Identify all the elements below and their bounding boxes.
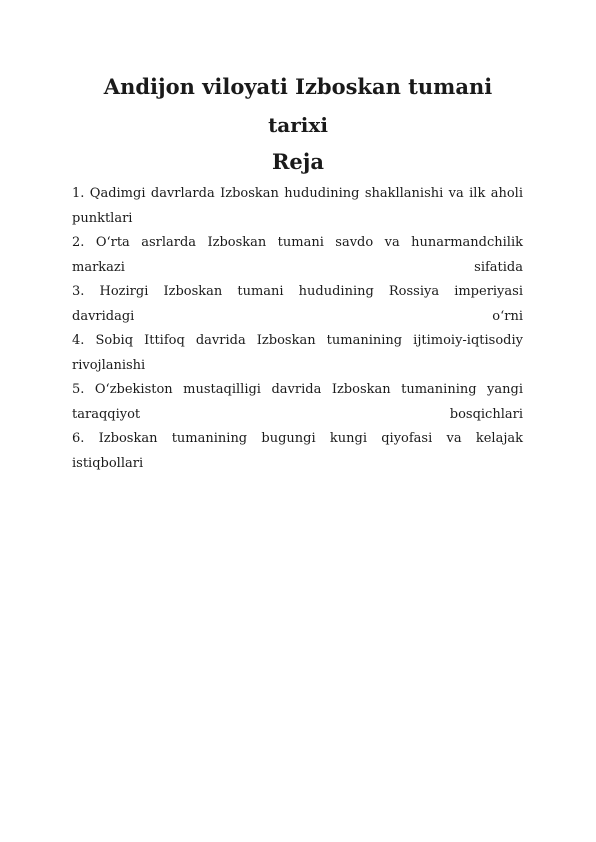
plan-heading: Reja	[271, 149, 325, 174]
document-title-line2: tarixi	[268, 113, 328, 137]
plan-item-2: 2. O‘rta asrlarda Izboskan tumani savdo va hunarmandchilik markazi sifatida	[72, 235, 523, 275]
plan-item-1: 1. Qadimgi davrlarda Izboskan hududining shakllanishi va ilk aholi punktlari	[72, 186, 523, 226]
plan-item-4: 4. Sobiq Ittifoq davrida Izboskan tumanining ijtimoiy-iqtisodiy rivojlanishi	[72, 333, 523, 373]
plan-list	[72, 182, 523, 476]
plan-item-6: 6. Izboskan tumanining bugungi kungi qiyofasi va kelajak istiqbollari	[72, 431, 523, 471]
plan-item-3: 3. Hozirgi Izboskan tumani hududining Rossiya imperiyasi davridagi o‘rni	[72, 284, 523, 324]
plan-item-5: 5. O‘zbekiston mustaqilligi davrida Izboskan tumanining yangi taraqqiyot bosqichlari	[72, 382, 523, 422]
document-title-line1: Andijon viloyati Izboskan tumani	[103, 74, 493, 99]
